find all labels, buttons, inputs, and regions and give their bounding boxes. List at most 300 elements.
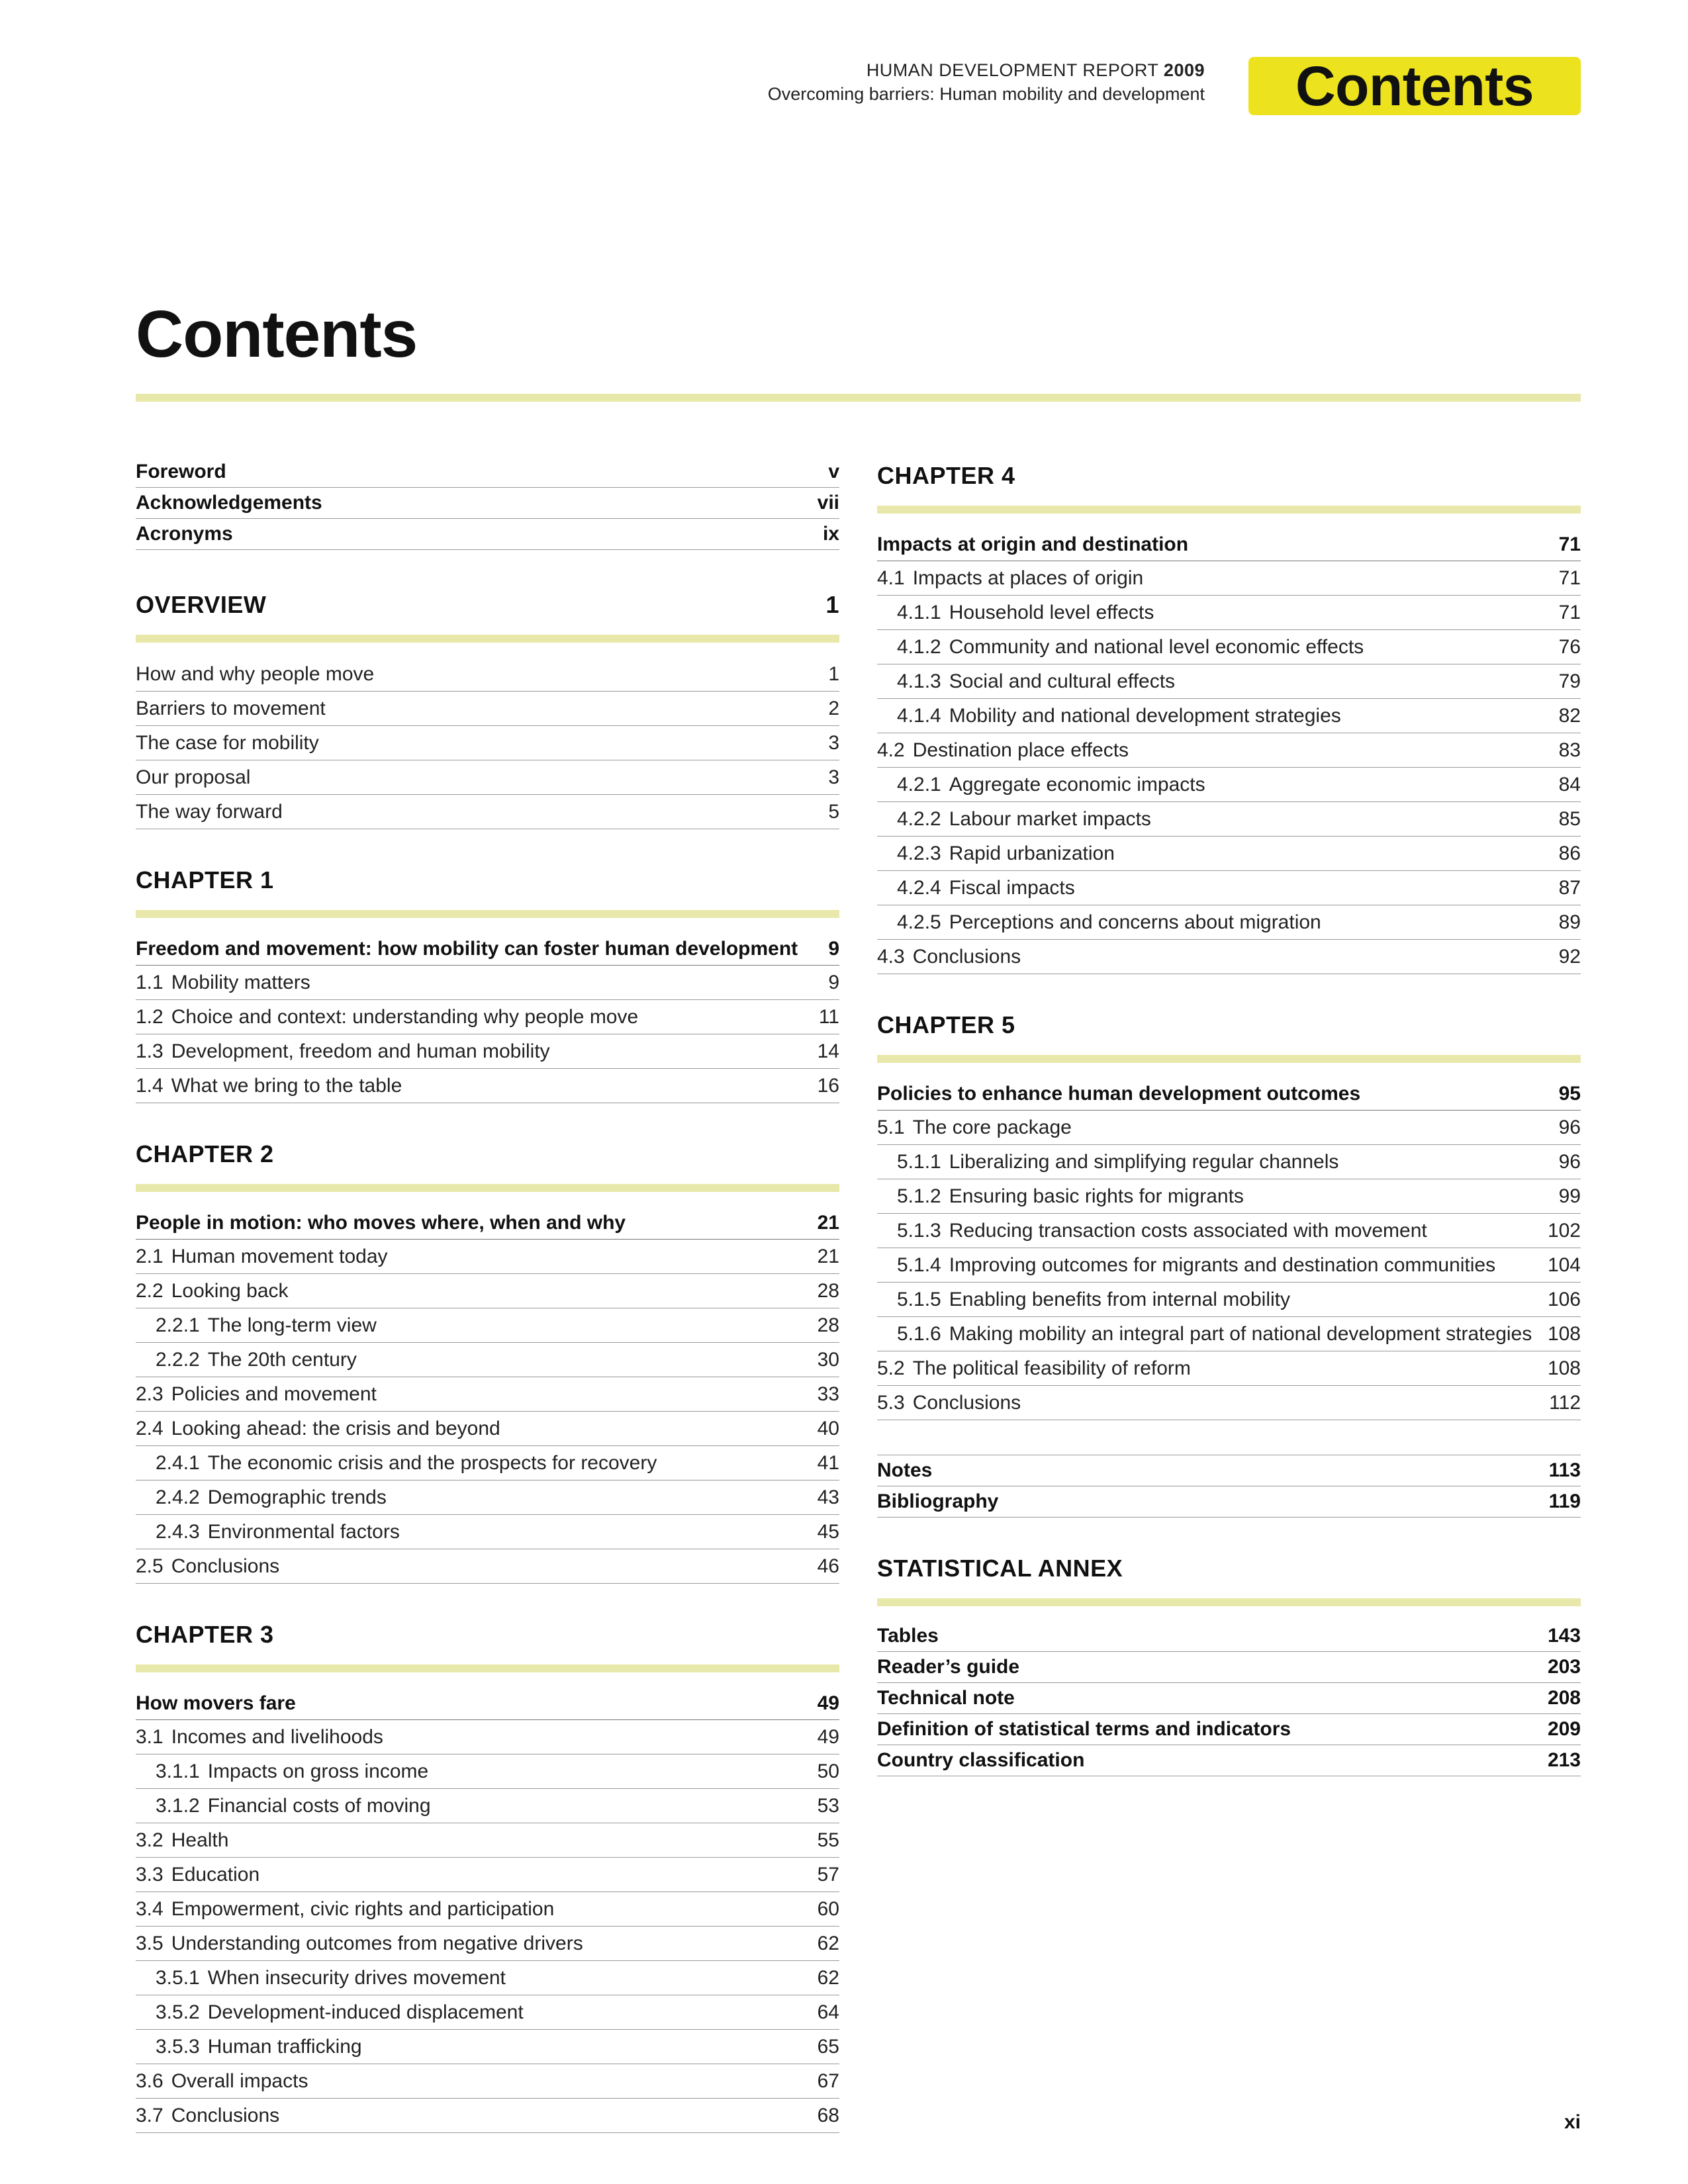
- page-ref: 84: [1558, 773, 1581, 796]
- toc-item[interactable]: [877, 940, 1581, 974]
- entry-title: [877, 1625, 939, 1647]
- entry-title-text: When insecurity drives movement: [207, 1966, 506, 1989]
- entry-title: [877, 1749, 1084, 1772]
- section-number: 2.2.2: [156, 1348, 200, 1371]
- entry-title: [136, 1246, 388, 1268]
- page-ref: 9: [828, 971, 839, 993]
- entry-title: [136, 1829, 228, 1852]
- entry-title-text: The way forward: [136, 800, 283, 823]
- page-ref: 21: [817, 1211, 839, 1234]
- entry-title: [136, 663, 374, 686]
- entry-title: [136, 801, 283, 823]
- section-number: 2.2.1: [156, 1314, 200, 1336]
- statistical-annex-rule: [877, 1598, 1581, 1606]
- chapter-4-heading-text: CHAPTER 4: [877, 462, 1015, 489]
- entry-title: [877, 567, 1143, 590]
- toc-item[interactable]: [877, 1317, 1581, 1351]
- section-number: 3.5: [136, 1932, 164, 1954]
- section-number: 3.7: [136, 2104, 164, 2126]
- chapter-1-heading-text: CHAPTER 1: [136, 866, 274, 893]
- entry-title: [877, 877, 1075, 899]
- toc-item[interactable]: [877, 1283, 1581, 1317]
- toc-item[interactable]: [136, 1858, 839, 1892]
- entry-title-text: The long-term view: [207, 1314, 377, 1336]
- toc-entry[interactable]: [877, 1683, 1581, 1714]
- toc-entry[interactable]: [877, 1714, 1581, 1745]
- page-ref: 86: [1558, 842, 1581, 864]
- page-ref: 41: [817, 1451, 839, 1474]
- entry-title-text: Country classification: [877, 1749, 1085, 1771]
- entry-title-text: Acronyms: [136, 523, 233, 545]
- entry-title-text: Labour market impacts: [949, 807, 1151, 830]
- entry-title-text: Notes: [877, 1459, 933, 1481]
- toc-item[interactable]: [136, 692, 839, 726]
- entry-title: [136, 1075, 402, 1097]
- toc-item[interactable]: [136, 657, 839, 692]
- overview-heading-text: OVERVIEW: [136, 591, 267, 618]
- entry-title-text: Enabling benefits from internal mobility: [949, 1288, 1290, 1310]
- section-number: 4.3: [877, 945, 905, 968]
- page-ref: v: [828, 461, 839, 482]
- entry-title-text: Reducing transaction costs associated with movement: [949, 1219, 1427, 1242]
- toc-item[interactable]: [136, 2064, 839, 2099]
- entry-title: [136, 1212, 626, 1234]
- page-ref: 62: [817, 1932, 839, 1954]
- toc-item[interactable]: [136, 726, 839, 760]
- entry-title-text: Our proposal: [136, 766, 251, 788]
- entry-title-text: Impacts at origin and destination: [877, 533, 1189, 555]
- entry-title-text: Impacts on gross income: [207, 1760, 429, 1782]
- entry-title-text: Improving outcomes for migrants and destination communities: [949, 1253, 1496, 1276]
- entry-title: [877, 808, 1151, 831]
- section-number: 4.2: [877, 739, 905, 761]
- entry-title: [877, 1718, 1291, 1741]
- entry-title-text: Conclusions: [171, 1555, 280, 1577]
- section-number: 3.2: [136, 1829, 164, 1851]
- entry-title: [877, 636, 1364, 659]
- report-name-line: [768, 58, 1205, 82]
- toc-item[interactable]: [136, 1754, 839, 1789]
- page-ref: 28: [817, 1314, 839, 1336]
- entry-title-text: Financial costs of moving: [207, 1794, 431, 1817]
- entry-title: [136, 1521, 400, 1543]
- toc-item[interactable]: [136, 2030, 839, 2064]
- entry-title: [136, 698, 326, 720]
- toc-item[interactable]: [136, 1549, 839, 1584]
- entry-title-text: Empowerment, civic rights and participation: [171, 1897, 555, 1920]
- section-number: 2.4: [136, 1417, 164, 1439]
- entry-title-text: Making mobility an integral part of national development strategies: [949, 1322, 1532, 1345]
- entry-title: [877, 1392, 1021, 1414]
- section-number: 4.2.4: [897, 876, 941, 899]
- toc-item[interactable]: [136, 1480, 839, 1515]
- section-number: 3.1.2: [156, 1794, 200, 1817]
- page-ref: 11: [818, 1005, 839, 1028]
- toc-item[interactable]: [136, 1789, 839, 1823]
- entry-title-text: What we bring to the table: [171, 1074, 402, 1097]
- toc-item[interactable]: [136, 1720, 839, 1754]
- entry-title: [136, 1864, 259, 1886]
- entry-title-text: Environmental factors: [207, 1520, 400, 1543]
- running-header: [768, 58, 1205, 106]
- entry-title: [877, 670, 1175, 693]
- section-number: 2.4.1: [156, 1451, 200, 1474]
- section-number: 2.2: [136, 1279, 164, 1302]
- toc-entry[interactable]: [877, 1621, 1581, 1652]
- entry-title-text: Mobility and national development strategies: [949, 704, 1341, 727]
- toc-item[interactable]: [877, 1179, 1581, 1214]
- entry-title: [136, 1726, 383, 1749]
- entry-title: [136, 2105, 279, 2127]
- page-ref: 40: [817, 1417, 839, 1439]
- entry-title: [136, 732, 319, 754]
- section-number: 5.1.4: [897, 1253, 941, 1276]
- chapter-title-row[interactable]: [136, 1206, 839, 1240]
- toc-entry[interactable]: [136, 457, 839, 488]
- section-number: 4.2.2: [897, 807, 941, 830]
- section-number: 2.3: [136, 1383, 164, 1405]
- entry-title: [877, 774, 1205, 796]
- section-tab: Contents: [1248, 57, 1581, 115]
- toc-item[interactable]: [136, 1240, 839, 1274]
- toc-item[interactable]: [877, 1248, 1581, 1283]
- entry-title: [877, 1254, 1495, 1277]
- toc-entry[interactable]: [136, 519, 839, 550]
- section-number: 1.3: [136, 1040, 164, 1062]
- entry-title-text: The 20th century: [207, 1348, 357, 1371]
- entry-title: [877, 1323, 1532, 1345]
- entry-title-text: Development-induced displacement: [207, 2001, 524, 2023]
- section-number: 3.5.3: [156, 2035, 200, 2058]
- entry-title-text: Liberalizing and simplifying regular channels: [949, 1150, 1339, 1173]
- section-number: 5.1.3: [897, 1219, 941, 1242]
- toc-entry[interactable]: [136, 488, 839, 519]
- toc-item[interactable]: [877, 1214, 1581, 1248]
- section-number: 4.1: [877, 567, 905, 589]
- entry-title-text: Education: [171, 1863, 260, 1886]
- entry-title-text: Social and cultural effects: [949, 670, 1176, 692]
- chapter-2-heading-text: CHAPTER 2: [136, 1140, 274, 1167]
- chapter-1-heading: [136, 854, 839, 894]
- page-ref: 113: [1548, 1459, 1581, 1481]
- chapter-2-heading: [136, 1128, 839, 1168]
- entry-title-text: Barriers to movement: [136, 697, 326, 719]
- page-ref: 49: [817, 1692, 839, 1714]
- entry-title: [136, 1383, 377, 1406]
- entry-title: [877, 1151, 1338, 1173]
- toc-item[interactable]: [136, 1995, 839, 2030]
- entry-title: [877, 1656, 1019, 1678]
- toc-item[interactable]: [877, 1351, 1581, 1386]
- chapter-3-list: [136, 1687, 839, 2133]
- page-ref: 82: [1558, 704, 1581, 727]
- entry-title: [877, 1357, 1191, 1380]
- page-number: xi: [1564, 2111, 1581, 2133]
- entry-title: [877, 911, 1321, 934]
- entry-title-text: Ensuring basic rights for migrants: [949, 1185, 1244, 1207]
- entry-title: [136, 1760, 428, 1783]
- toc-item[interactable]: [136, 795, 839, 829]
- page-ref: 99: [1558, 1185, 1581, 1207]
- page-ref: 208: [1547, 1687, 1581, 1709]
- entry-title: [877, 1459, 932, 1482]
- page-ref: 71: [1558, 601, 1581, 623]
- entry-title-text: Reader’s guide: [877, 1656, 1020, 1678]
- toc-item[interactable]: [877, 1386, 1581, 1420]
- entry-title-text: Community and national level economic effects: [949, 635, 1364, 658]
- entry-title: [877, 842, 1115, 865]
- entry-title: [136, 1898, 554, 1921]
- toc-item[interactable]: [136, 1308, 839, 1343]
- page-ref: 203: [1547, 1656, 1581, 1678]
- entry-title: [136, 2001, 524, 2024]
- toc-item[interactable]: [877, 630, 1581, 664]
- page-ref: 46: [817, 1555, 839, 1577]
- page-ref: 83: [1558, 739, 1581, 761]
- entry-title-text: Mobility matters: [171, 971, 310, 993]
- toc-item[interactable]: [136, 1274, 839, 1308]
- toc-item[interactable]: [136, 1069, 839, 1103]
- entry-title-text: Impacts at places of origin: [912, 567, 1144, 589]
- chapter-1-rule: [136, 910, 839, 918]
- page-ref: 67: [817, 2070, 839, 2092]
- section-number: 5.1.2: [897, 1185, 941, 1207]
- toc-item[interactable]: [136, 1034, 839, 1069]
- entry-title-text: Demographic trends: [207, 1486, 387, 1508]
- chapter-2-rule: [136, 1184, 839, 1192]
- section-number: 2.5: [136, 1555, 164, 1577]
- toc-item[interactable]: [877, 768, 1581, 802]
- entry-title-text: Policies to enhance human development outcomes: [877, 1082, 1361, 1105]
- entry-title: [136, 461, 226, 483]
- page-ref: 16: [817, 1074, 839, 1097]
- page-ref: 60: [817, 1897, 839, 1920]
- front-matter-list: [136, 457, 839, 550]
- entry-title: [136, 1795, 431, 1817]
- page-ref: 87: [1558, 876, 1581, 899]
- entry-title: [136, 1280, 289, 1302]
- entry-title-text: Rapid urbanization: [949, 842, 1115, 864]
- entry-title-text: Looking back: [171, 1279, 289, 1302]
- toc-item[interactable]: [136, 760, 839, 795]
- entry-title-text: The case for mobility: [136, 731, 319, 754]
- section-number: 5.1.6: [897, 1322, 941, 1345]
- entry-title: [136, 1933, 583, 1955]
- page-ref: 104: [1547, 1253, 1581, 1276]
- toc-item[interactable]: [136, 1515, 839, 1549]
- section-number: 5.1: [877, 1116, 905, 1138]
- toc-item[interactable]: [877, 596, 1581, 630]
- page-ref: 64: [817, 2001, 839, 2023]
- entry-title: [136, 523, 233, 545]
- toc-entry[interactable]: [877, 1652, 1581, 1683]
- entry-title-text: Looking ahead: the crisis and beyond: [171, 1417, 500, 1439]
- section-number: 4.1.2: [897, 635, 941, 658]
- page-ref: 5: [828, 800, 839, 823]
- page-ref: 102: [1547, 1219, 1581, 1242]
- section-number: 5.1.1: [897, 1150, 941, 1173]
- entry-title-text: Conclusions: [912, 1391, 1021, 1414]
- entry-title: [136, 1452, 657, 1475]
- page-ref: 112: [1549, 1391, 1581, 1414]
- section-number: 2.4.3: [156, 1520, 200, 1543]
- page-ref: 108: [1547, 1322, 1581, 1345]
- page-ref: 106: [1547, 1288, 1581, 1310]
- toc-item[interactable]: [877, 1111, 1581, 1145]
- toc-item[interactable]: [136, 1343, 839, 1377]
- page-ref: 50: [817, 1760, 839, 1782]
- page-ref: 14: [817, 1040, 839, 1062]
- chapter-3-heading-text: CHAPTER 3: [136, 1621, 274, 1648]
- section-number: 3.1.1: [156, 1760, 200, 1782]
- page-ref: 30: [817, 1348, 839, 1371]
- entry-title: [136, 1967, 506, 1989]
- entry-title: [877, 705, 1341, 727]
- toc-item[interactable]: [136, 1377, 839, 1412]
- toc-item[interactable]: [136, 1892, 839, 1927]
- section-number: 3.4: [136, 1897, 164, 1920]
- entry-title: [136, 766, 250, 789]
- toc-item[interactable]: [877, 837, 1581, 871]
- entry-title: [136, 1349, 357, 1371]
- page-ref: 68: [817, 2104, 839, 2126]
- entry-title-text: Definition of statistical terms and indicators: [877, 1718, 1291, 1740]
- entry-title: [877, 946, 1021, 968]
- report-year: 2009: [1163, 60, 1205, 80]
- entry-title-text: The core package: [912, 1116, 1072, 1138]
- section-number: 1.2: [136, 1005, 164, 1028]
- toc-item[interactable]: [877, 733, 1581, 768]
- entry-title-text: The political feasibility of reform: [912, 1357, 1191, 1379]
- page-ref: 89: [1558, 911, 1581, 933]
- chapter-title-row[interactable]: [136, 1687, 839, 1720]
- page-ref: 21: [817, 1245, 839, 1267]
- section-number: 3.5.2: [156, 2001, 200, 2023]
- chapter-title-row[interactable]: [136, 933, 839, 966]
- entry-title: [877, 1083, 1360, 1105]
- overview-heading: [136, 579, 839, 619]
- section-number: 5.2: [877, 1357, 905, 1379]
- entry-title-text: Household level effects: [949, 601, 1154, 623]
- chapter-5-heading: [877, 999, 1581, 1039]
- entry-title: [136, 1418, 500, 1440]
- entry-title-text: Incomes and livelihoods: [171, 1725, 383, 1748]
- page-ref: vii: [817, 492, 839, 514]
- section-number: 4.1.1: [897, 601, 941, 623]
- page-ref: 45: [817, 1520, 839, 1543]
- chapter-title-row[interactable]: [877, 1077, 1581, 1111]
- entry-title-text: People in motion: who moves where, when and why: [136, 1211, 626, 1234]
- page-ref: 76: [1558, 635, 1581, 658]
- section-number: 4.2.5: [897, 911, 941, 933]
- entry-title: [877, 1687, 1015, 1709]
- entry-title: [877, 1490, 998, 1513]
- entry-title: [136, 492, 322, 514]
- toc-item[interactable]: [136, 1961, 839, 1995]
- report-name: HUMAN DEVELOPMENT REPORT: [866, 60, 1158, 80]
- entry-title: [877, 1185, 1244, 1208]
- entry-title-text: Understanding outcomes from negative drivers: [171, 1932, 583, 1954]
- toc-item[interactable]: [136, 966, 839, 1000]
- toc-item[interactable]: [877, 699, 1581, 733]
- toc-item[interactable]: [136, 1412, 839, 1446]
- chapter-1-list: [136, 933, 839, 1103]
- entry-title-text: Human trafficking: [207, 2035, 362, 2058]
- entry-title: [136, 1692, 296, 1715]
- toc-entry[interactable]: [877, 1486, 1581, 1518]
- entry-title-text: Conclusions: [912, 945, 1021, 968]
- toc-item[interactable]: [877, 1145, 1581, 1179]
- toc-item[interactable]: [136, 1927, 839, 1961]
- entry-title: [877, 1289, 1290, 1311]
- toc-item[interactable]: [877, 802, 1581, 837]
- toc-entry[interactable]: [877, 1455, 1581, 1486]
- chapter-2-list: [136, 1206, 839, 1584]
- entry-title: [877, 1116, 1072, 1139]
- overview-rule: [136, 635, 839, 643]
- page-ref: 96: [1558, 1150, 1581, 1173]
- page-ref: 85: [1558, 807, 1581, 830]
- section-number: 1.4: [136, 1074, 164, 1097]
- chapter-4-list: [877, 528, 1581, 974]
- entry-title-text: Destination place effects: [912, 739, 1129, 761]
- entry-title-text: Choice and context: understanding why people move: [171, 1005, 639, 1028]
- entry-title-text: Perceptions and concerns about migration: [949, 911, 1321, 933]
- toc-item[interactable]: [136, 2099, 839, 2133]
- section-number: 2.1: [136, 1245, 164, 1267]
- section-number: 2.4.2: [156, 1486, 200, 1508]
- entry-title: [877, 602, 1154, 624]
- toc-item[interactable]: [136, 1446, 839, 1480]
- toc-item[interactable]: [877, 905, 1581, 940]
- page-ref: 33: [817, 1383, 839, 1405]
- toc-item[interactable]: [877, 664, 1581, 699]
- chapter-5-heading-text: CHAPTER 5: [877, 1011, 1015, 1038]
- entry-title-text: Development, freedom and human mobility: [171, 1040, 550, 1062]
- overview-list: [136, 657, 839, 829]
- section-number: 5.3: [877, 1391, 905, 1414]
- report-subtitle: Overcoming barriers: Human mobility and development: [767, 84, 1205, 104]
- toc-left-column: [136, 457, 839, 2133]
- entry-title-text: Policies and movement: [171, 1383, 377, 1405]
- title-rule: [136, 394, 1581, 402]
- page-ref: 9: [828, 937, 839, 960]
- back-matter-list: [877, 1455, 1581, 1518]
- page-ref: 3: [828, 766, 839, 788]
- page-ref: 95: [1558, 1082, 1581, 1105]
- entry-title: [136, 2070, 308, 2093]
- entry-title-text: How and why people move: [136, 662, 375, 685]
- page-ref: 43: [817, 1486, 839, 1508]
- entry-title-text: Foreword: [136, 461, 226, 482]
- toc-item[interactable]: [877, 561, 1581, 596]
- page-ref: 96: [1558, 1116, 1581, 1138]
- chapter-3-heading: [136, 1609, 839, 1649]
- page-ref: ix: [822, 523, 839, 545]
- entry-title-text: Conclusions: [171, 2104, 280, 2126]
- page-ref: 71: [1558, 533, 1581, 555]
- chapter-title-row[interactable]: [877, 528, 1581, 561]
- page-ref: 28: [817, 1279, 839, 1302]
- page-ref: 209: [1547, 1718, 1581, 1740]
- toc-item[interactable]: [877, 871, 1581, 905]
- overview-heading-page: 1: [825, 591, 839, 618]
- toc-item[interactable]: [136, 1000, 839, 1034]
- entry-title-text: Acknowledgements: [136, 492, 322, 514]
- entry-title-text: Technical note: [877, 1687, 1015, 1709]
- toc-entry[interactable]: [877, 1745, 1581, 1776]
- toc-item[interactable]: [136, 1823, 839, 1858]
